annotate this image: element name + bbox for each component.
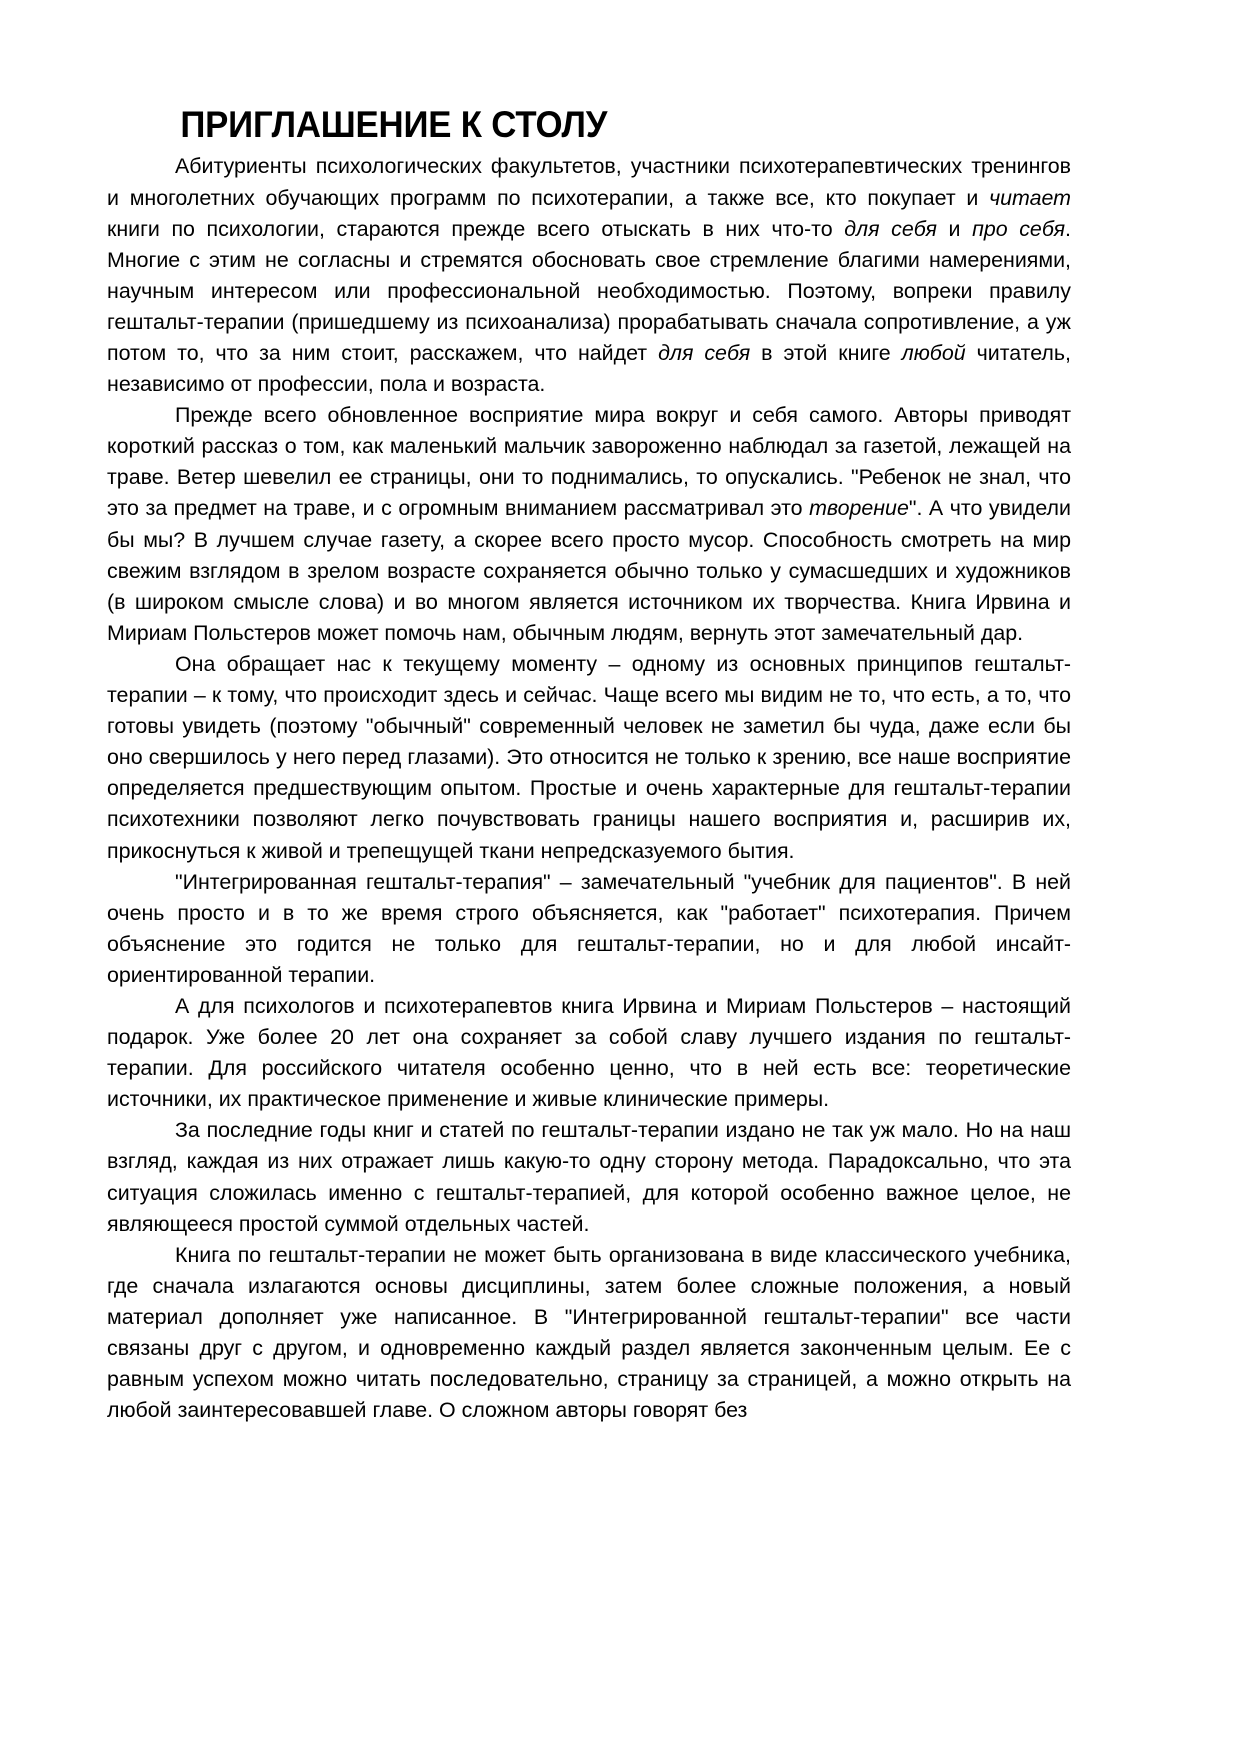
paragraph-1-text-d: . Многие с этим не согласны и стремятся обосновать свое стремление благими намерениями, научным интересом или профессиональной необходимостью. Поэтому, вопреки правилу гештальт-терапии (пришедшему из психоанализа) прорабатывать сначала сопротивление, а уж потом то, что за ним стоит, расскажем, что найдет <box>107 216 1071 365</box>
paragraph-4: "Интегрированная гештальт-терапия" – замечательный "учебник для пациентов". В ней очень просто и в то же время строго объясняется, как "работает" психотерапия. Причем объяснение это годится не только для гештальт-терапии, но и для любой инсайт-ориентированной терапии. <box>107 869 1071 987</box>
paragraph-3: Она обращает нас к текущему моменту – одному из основных принципов гештальт-терапии – к тому, что происходит здесь и сейчас. Чаще всего мы видим не то, что есть, а то, что готовы увидеть (поэтому "обычный" современный человек не заметил бы чуда, даже если бы оно свершилось у него перед глазами). Это относится не только к зрению, все наше восприятие определяется предшествующим опытом. Простые и очень характерные для гештальт-терапии психотехники позволяют легко почувствовать границы нашего восприятия и, расширив их, прикоснуться к живой и трепещущей ткани непредсказуемого бытия. <box>107 651 1071 863</box>
text-column <box>107 104 1071 1426</box>
paragraph-1 <box>107 151 1071 400</box>
paragraph-1-text-b: книги по психологии, стараются прежде всего отыскать в них что-то <box>107 216 845 241</box>
paragraph-1-emphasis-lyuboy: любой <box>901 341 966 365</box>
paragraph-1-emphasis-dlya-sebya-2: для себя <box>658 341 751 365</box>
paragraph-1-text-f: читатель, независимо от профессии, пола и возраста. <box>107 341 1071 397</box>
paragraph-1-emphasis-dlya-sebya: для себя <box>844 216 937 241</box>
paragraph-7: Книга по гештальт-терапии не может быть организована в виде классического учебника, где сначала излагаются основы дисциплины, затем более сложные положения, а новый материал дополняет уже написанное. В "Интегрированной гештальт-терапии" все части связаны друг с другом, и одновременно каждый раздел является законченным целым. Ее с равным успехом можно читать последовательно, страницу за страницей, а можно открыть на любой заинтересовавшей главе. О сложном авторы говорят без <box>107 1242 1071 1423</box>
paragraph-5: А для психологов и психотерапевтов книга Ирвина и Мириам Польстеров – настоящий подарок. Уже более 20 лет она сохраняет за собой славу лучшего издания по гештальт-терапии. Для российского читателя особенно ценно, что в ней есть все: теоретические источники, их практическое применение и живые клинические примеры. <box>107 993 1071 1112</box>
paragraph-2-emphasis-tvorenie: творение <box>809 496 909 521</box>
paragraph-1-emphasis-chitaet: читает <box>989 185 1071 210</box>
paragraph-6: За последние годы книг и статей по гештальт-терапии издано не так уж мало. Но на наш взгляд, каждая из них отражает лишь какую-то одну сторону метода. Парадоксально, что эта ситуация сложилась именно с гештальт-терапией, для которой особенно важное целое, не являющееся простой суммой отдельных частей. <box>107 1118 1071 1236</box>
page-title: ПРИГЛАШЕНИЕ К СТОЛУ <box>180 104 608 145</box>
paragraph-2-text-b: ". А что увидели бы мы? В лучшем случае газету, а скорее всего просто мусор. Способность смотреть на мир свежим взглядом в зрелом возрасте сохраняется обычно только у сумасшедших и художников (в широком смысле слова) и во многом является источником их творчества. Книга Ирвина и Мириам Польстеров может помочь нам, обычным людям, вернуть этот замечательный дар. <box>107 496 1071 645</box>
paragraph-1-text-a: Абитуриенты психологических факультетов, участники психотерапевтических тренингов и многолетних обучающих программ по психотерапии, а также все, кто покупает и <box>107 154 1071 210</box>
paragraph-1-text-e: в этой книге <box>750 341 902 365</box>
paragraph-1-text-c: и <box>936 216 973 241</box>
paragraph-2-text-a: Прежде всего обновленное восприятие мира вокруг и себя самого. Авторы приводят короткий рассказ о том, как маленький мальчик завороженно наблюдал за газетой, лежащей на траве. Ветер шевелил ее страницы, они то поднимались, то опускались. "Ребенок не знал, что это за предмет на траве, и с огромным вниманием рассматривал это <box>107 403 1071 521</box>
paragraph-2 <box>107 400 1071 649</box>
paragraph-1-emphasis-pro-sebya: про себя <box>972 216 1066 241</box>
